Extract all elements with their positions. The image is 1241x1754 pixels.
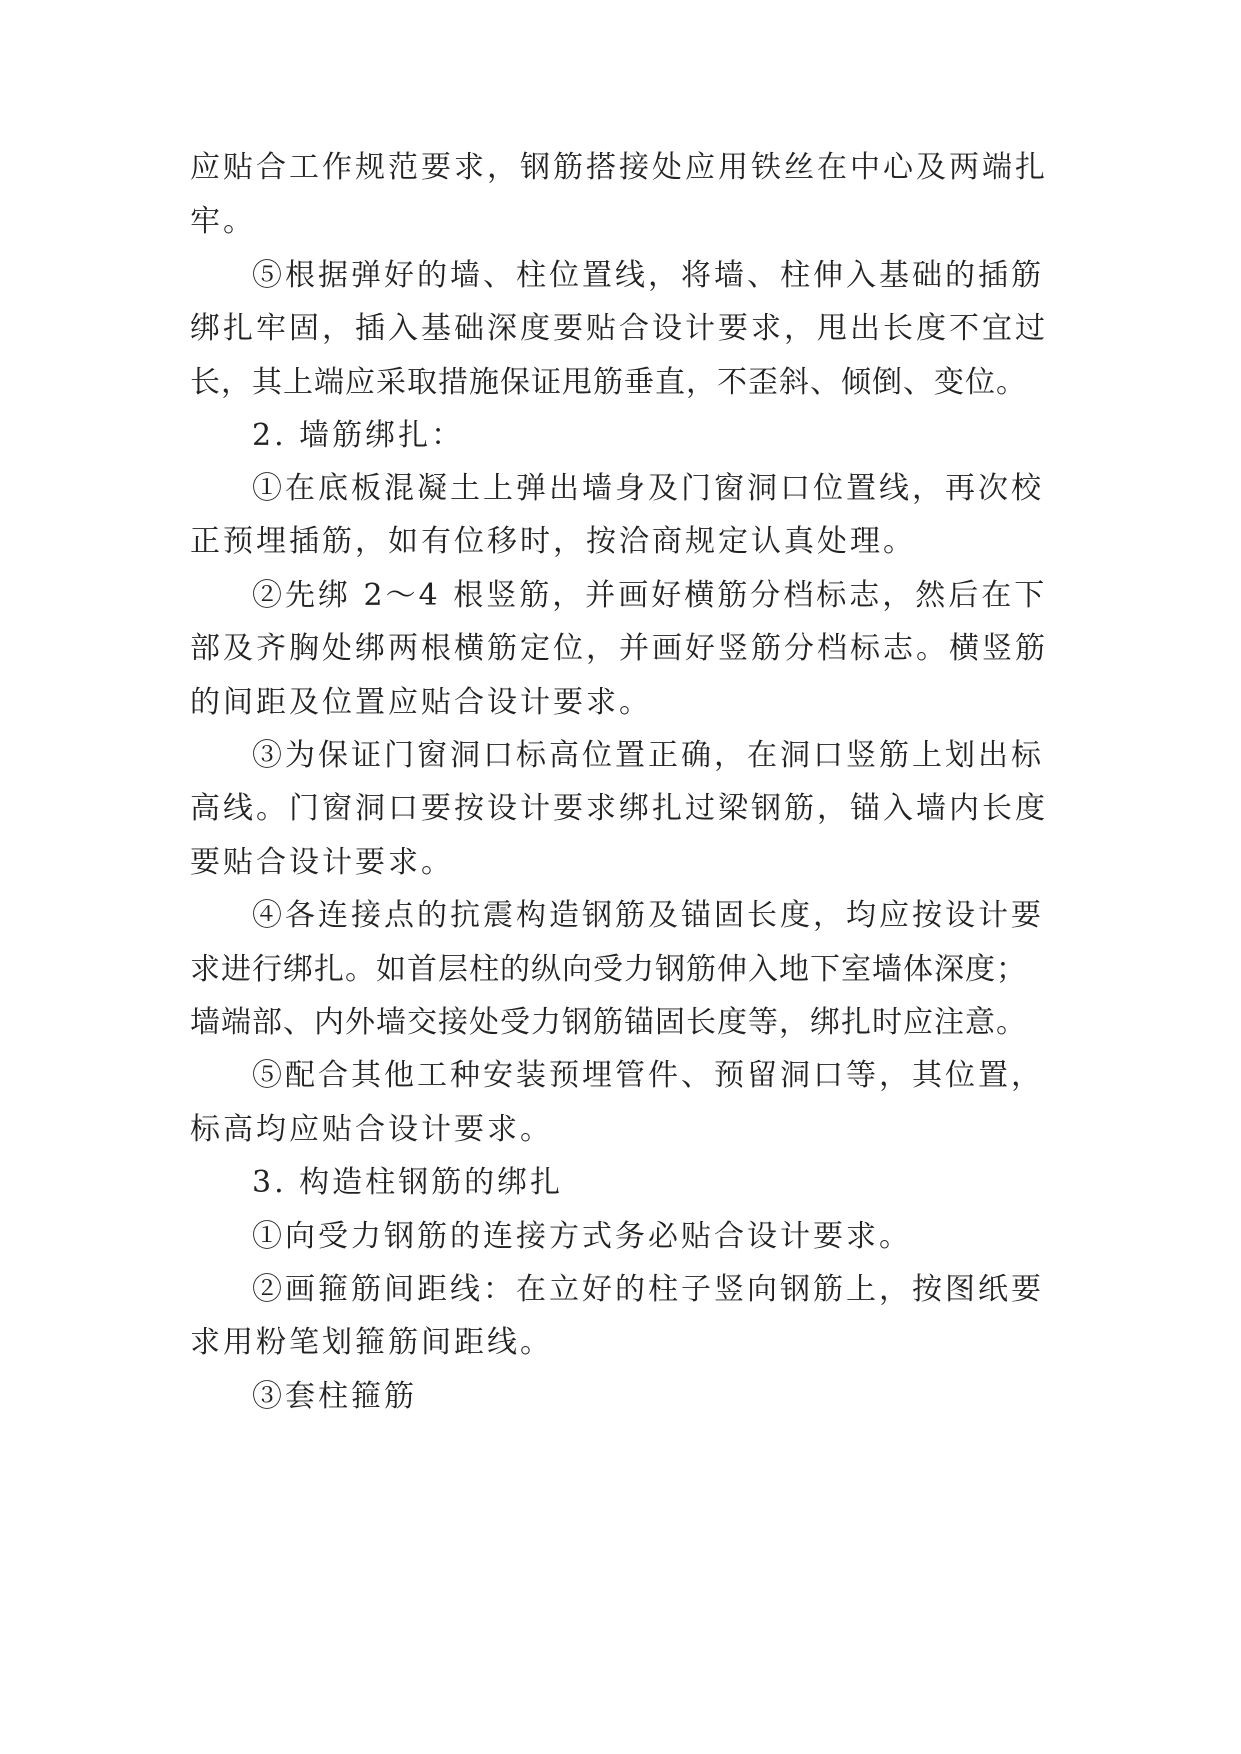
paragraph-line: 高线。门窗洞口要按设计要求绑扎过梁钢筋，锚入墙内长度 <box>190 791 1048 826</box>
paragraph-line: ③为保证门窗洞口标高位置正确，在洞口竖筋上划出标 <box>252 738 1044 773</box>
paragraph-line: ③套柱箍筋 <box>252 1379 417 1414</box>
paragraph-line: 要贴合设计要求。 <box>190 845 454 880</box>
paragraph-line: 正预埋插筋，如有位移时，按洽商规定认真处理。 <box>190 524 916 559</box>
paragraph-line: 求进行绑扎。如首层柱的纵向受力钢筋伸入地下室墙体深度； <box>190 952 1027 987</box>
section-heading: 2. 墙筋绑扎： <box>252 418 465 453</box>
paragraph-line: 求用粉笔划箍筋间距线。 <box>190 1325 553 1360</box>
paragraph-line: 牢。 <box>190 204 256 239</box>
paragraph-line: ⑤根据弹好的墙、柱位置线，将墙、柱伸入基础的插筋 <box>252 258 1044 293</box>
paragraph-line: 的间距及位置应贴合设计要求。 <box>190 685 652 720</box>
paragraph-line: ②先绑 2～4 根竖筋，并画好横筋分档标志，然后在下 <box>252 578 1048 613</box>
paragraph-line: 长，其上端应采取措施保证甩筋垂直，不歪斜、倾倒、变位。 <box>190 365 1027 400</box>
paragraph-line: ①向受力钢筋的连接方式务必贴合设计要求。 <box>252 1219 912 1254</box>
paragraph-line: ④各连接点的抗震构造钢筋及锚固长度，均应按设计要 <box>252 898 1044 933</box>
paragraph-line: 绑扎牢固，插入基础深度要贴合设计要求，甩出长度不宜过 <box>190 311 1048 346</box>
paragraph-line: ②画箍筋间距线：在立好的柱子竖向钢筋上，按图纸要 <box>252 1272 1044 1307</box>
paragraph-line: 应贴合工作规范要求，钢筋搭接处应用铁丝在中心及两端扎 <box>190 150 1048 185</box>
paragraph-line: 部及齐胸处绑两根横筋定位，并画好竖筋分档标志。横竖筋 <box>190 631 1048 666</box>
paragraph-line: 标高均应贴合设计要求。 <box>190 1112 553 1147</box>
paragraph-line: ①在底板混凝土上弹出墙身及门窗洞口位置线，再次校 <box>252 471 1044 506</box>
paragraph-line: 墙端部、内外墙交接处受力钢筋锚固长度等，绑扎时应注意。 <box>190 1005 1027 1040</box>
section-heading: 3. 构造柱钢筋的绑扎 <box>252 1165 564 1200</box>
paragraph-line: ⑤配合其他工种安装预埋管件、预留洞口等，其位置， <box>252 1058 1044 1093</box>
